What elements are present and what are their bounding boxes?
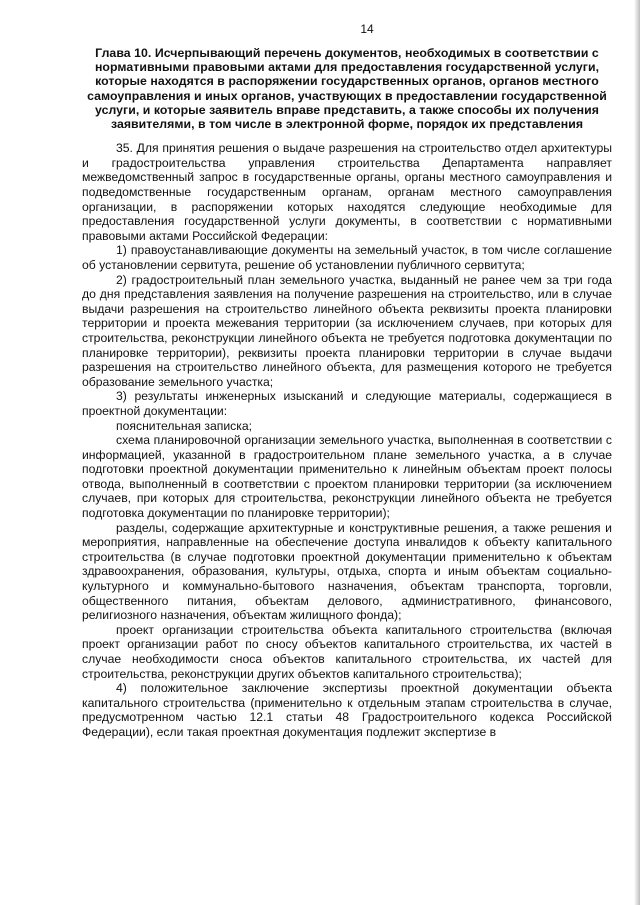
page-number: 14 (360, 22, 374, 36)
paragraph-item-1: 1) правоустанавливающие документы на земельный участок, в том числе соглашение об установлении сервитута, решение об установлении публичного сервитута; (82, 243, 612, 272)
chapter-title: Глава 10. Исчерпывающий перечень документов, необходимых в соответствии с нормативными правовыми актами для предоставления государственной услуги, которые находятся в распоряжении государственных органов, органов местного самоуправления и иных органов, участвующих в предоставлении государственной услуги, и которые заявитель вправе представить, а также способы их получения заявителями, в том числе в электронной форме, порядок их представления (87, 46, 607, 132)
paragraph-35: 35. Для принятия решения о выдаче разрешения на строительство отдел архитектуры и градостроительства управления строительства Департамента направляет межведомственный запрос в государственные органы, органы местного самоуправления и подведомственные государственным органам, органам местного самоуправления организации, в распоряжении которых находятся следующие необходимые для предоставления государственной услуги документы, в соответствии с нормативными правовыми актами Российской Федерации: (82, 141, 612, 243)
paragraph-item-3: 3) результаты инженерных изысканий и следующие материалы, содержащиеся в проектной документации: (82, 389, 612, 418)
paragraph-item-4: 4) положительное заключение экспертизы проектной документации объекта капитального строительства (применительно к отдельным этапам строительства в случае, предусмотренном частью 12.1 статьи 48 Градостроительного кодекса Российской Федерации), если такая проектная документация подлежит экспертизе в (82, 681, 612, 739)
paragraph-construction-project: проект организации строительства объекта капитального строительства (включая проект организации работ по сносу объектов капитального строительства, их частей в случае необходимости сноса объектов капитального строительства, их частей для строительства, реконструкции других объектов капитального строительства); (82, 622, 612, 681)
paragraph-item-2: 2) градостроительный план земельного участка, выданный не ранее чем за три года до дня представления заявления на получение разрешения на строительство, или в случае выдачи разрешения на строительство линейного объекта реквизиты проекта планировки территории и проекта межевания территории (за исключением случаев, при которых для строительства, реконструкции линейного объекта не требуется подготовка документации по планировке территории), реквизиты проекта планировки территории в случае выдачи разрешения на строительство линейного объекта, для размещения которого не требуется образование земельного участка; (82, 272, 612, 389)
document-body (82, 141, 612, 739)
scan-edge-shadow (634, 0, 640, 905)
paragraph-explanatory-note: пояснительная записка; (116, 418, 253, 433)
paragraph-sections: разделы, содержащие архитектурные и конструктивные решения, а также решения и мероприятия, направленные на обеспечение доступа инвалидов к объекту капитального строительства (в случае подготовки проектной документации применительно к объектам здравоохранения, образования, культуры, отдыха, спорта и иным объектам социально-культурного и коммунально-бытового назначения, объектам транспорта, торговли, общественного питания, объектам делового, административного, финансового, религиозного назначения, объектам жилищного фонда); (82, 520, 612, 623)
paragraph-site-plan: схема планировочной организации земельного участка, выполненная в соответствии с информацией, указанной в градостроительном плане земельного участка, а в случае подготовки проектной документации применительно к линейным объектам проект полосы отвода, выполненный в соответствии с проектом планировки территории (за исключением случаев, при которых для строительства, реконструкции линейного объекта не требуется подготовка документации по планировке территории); (82, 433, 612, 521)
